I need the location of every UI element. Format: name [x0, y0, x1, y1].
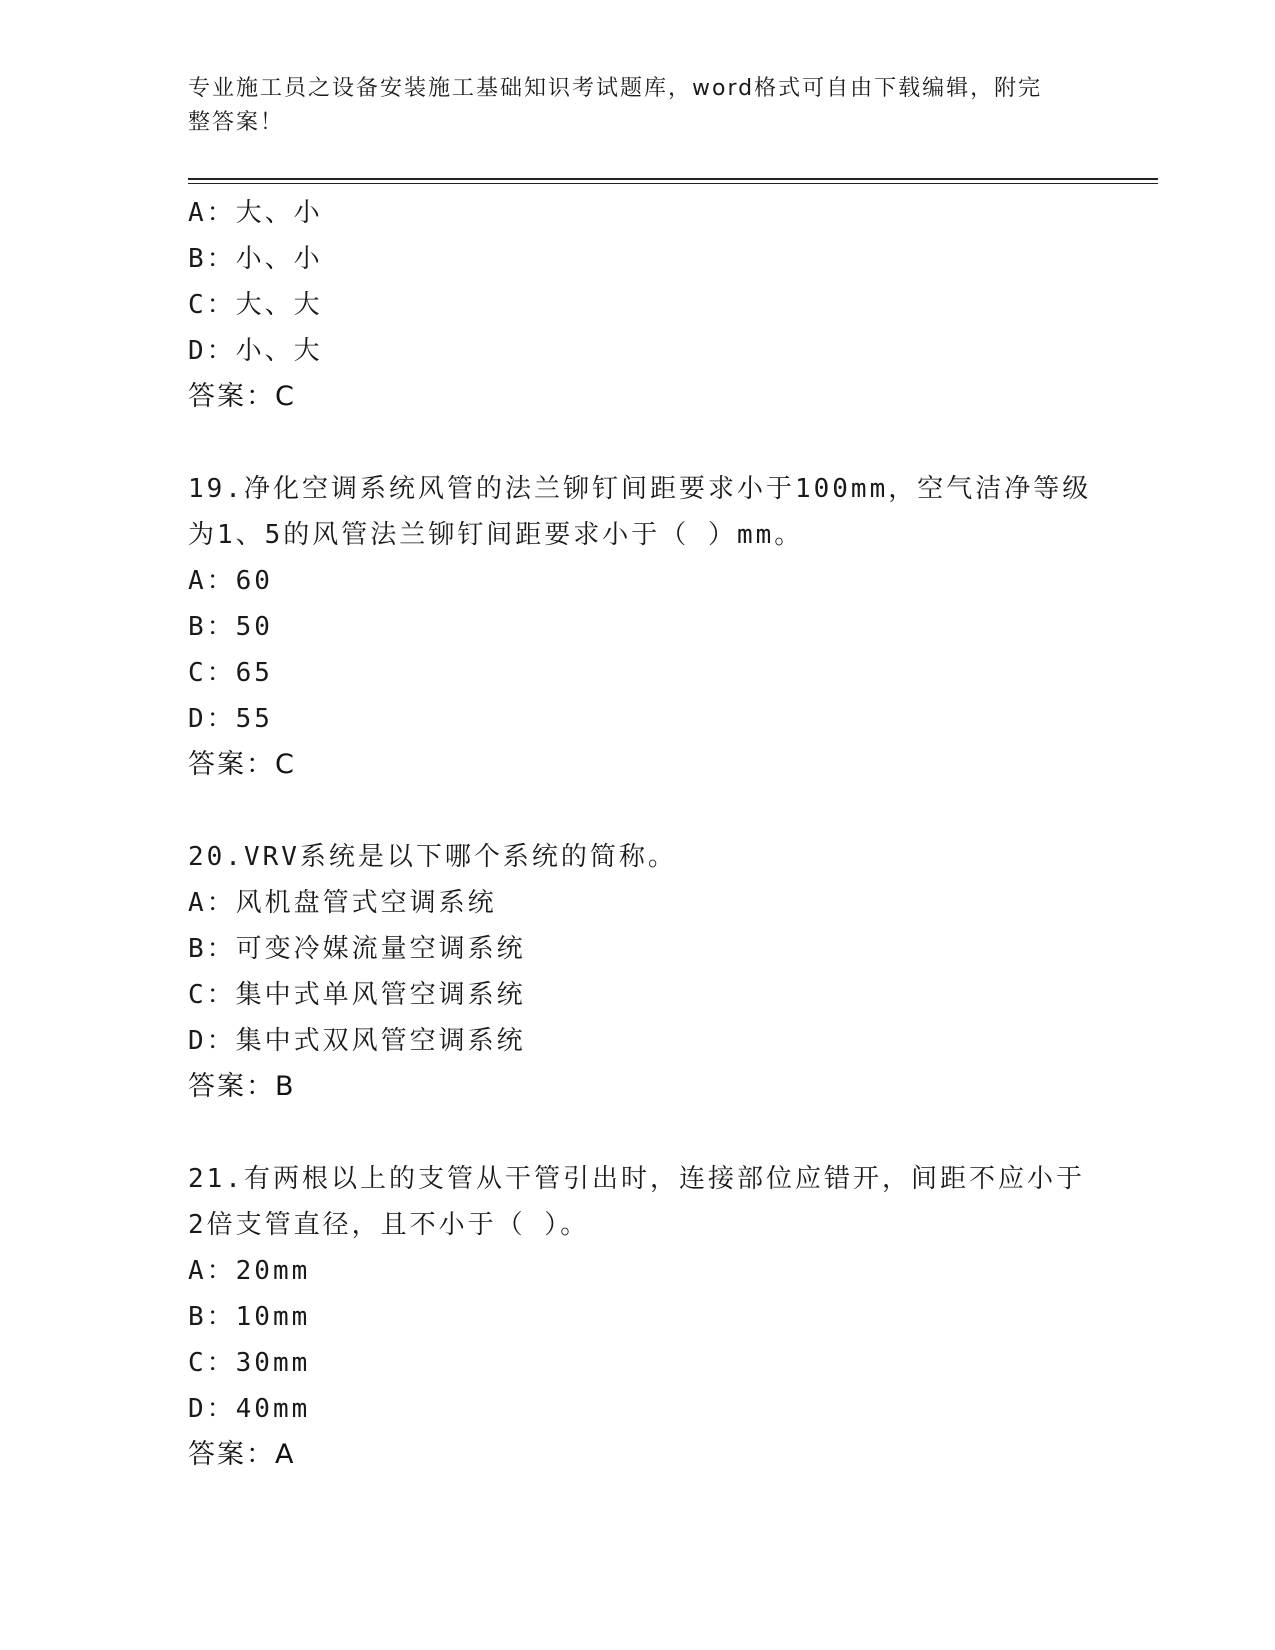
question-list: [188, 190, 1092, 1478]
answer-label: 答案：C: [188, 381, 296, 412]
document-header: [188, 72, 1068, 140]
option-b: B：可变冷媒流量空调系统: [188, 934, 526, 964]
option-a: A：20mm: [188, 1256, 311, 1286]
option-a: A：风机盘管式空调系统: [188, 888, 497, 918]
question-text-line-1: 21.有两根以上的支管从干管引出时，连接部位应错开，间距不应小于: [188, 1164, 1085, 1194]
option-d: D：40mm: [188, 1394, 311, 1424]
option-c: C：大、大: [188, 290, 323, 320]
spacer: [188, 1110, 1088, 1156]
spacer: [188, 420, 1088, 466]
option-c: C：65: [188, 658, 273, 688]
option-d: D：55: [188, 704, 273, 734]
question-19: [188, 466, 1092, 788]
question-continued: [188, 190, 1088, 420]
option-d: D：集中式双风管空调系统: [188, 1026, 526, 1056]
answer-label: 答案：B: [188, 1071, 296, 1102]
question-text-line-2: 为1、5的风管法兰铆钉间距要求小于（ ）mm。: [188, 520, 804, 550]
option-b: B：10mm: [188, 1302, 311, 1332]
answer-label: 答案：A: [188, 1439, 296, 1470]
option-a: A：大、小: [188, 198, 323, 228]
header-line-2: 整答案！: [188, 110, 285, 135]
header-line-1: 专业施工员之设备安装施工基础知识考试题库，word格式可自由下载编辑，附完: [188, 76, 1043, 101]
spacer: [188, 788, 1088, 834]
header-divider-thick: [188, 178, 1158, 180]
header-divider-thin: [188, 183, 1158, 184]
question-20: [188, 834, 1088, 1110]
option-d: D：小、大: [188, 336, 323, 366]
option-a: A：60: [188, 566, 273, 596]
question-text-line-2: 2倍支管直径，且不小于（ ）。: [188, 1210, 590, 1240]
question-text-line-1: 19.净化空调系统风管的法兰铆钉间距要求小于100mm，空气洁净等级: [188, 474, 1092, 504]
option-b: B：小、小: [188, 244, 323, 274]
answer-label: 答案：C: [188, 749, 296, 780]
option-b: B：50: [188, 612, 273, 642]
question-21: [188, 1156, 1088, 1478]
option-c: C：30mm: [188, 1348, 311, 1378]
question-text-line-1: 20.VRV系统是以下哪个系统的简称。: [188, 842, 677, 872]
option-c: C：集中式单风管空调系统: [188, 980, 526, 1010]
